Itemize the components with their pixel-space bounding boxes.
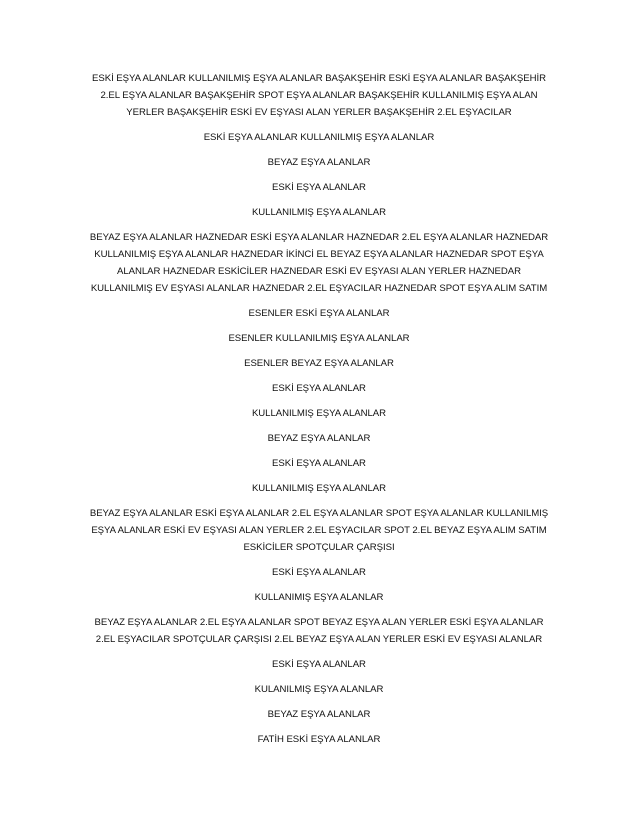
paragraph-21: BEYAZ EŞYA ALANLAR	[267, 709, 371, 720]
paragraph-3: BEYAZ EŞYA ALANLAR	[267, 157, 371, 168]
paragraph-11: KULLANILMIŞ EŞYA ALANLAR	[251, 408, 387, 419]
paragraph-2: ESKİ EŞYA ALANLAR KULLANILMIŞ EŞYA ALANLAR	[203, 132, 435, 143]
paragraph-7: ESENLER ESKİ EŞYA ALANLAR	[248, 308, 390, 319]
paragraph-13: ESKİ EŞYA ALANLAR	[272, 458, 366, 469]
paragraph-16: ESKİ EŞYA ALANLAR	[272, 567, 366, 578]
paragraph-17: KULLANIMIŞ EŞYA ALANLAR	[254, 592, 384, 603]
paragraph-19: ESKİ EŞYA ALANLAR	[272, 659, 366, 670]
paragraph-15: BEYAZ EŞYA ALANLAR ESKİ EŞYA ALANLAR 2.EL EŞYA ALANLAR SPOT EŞYA ALANLAR KULLANILMIŞ EŞYA ALANLAR ESKİ EV EŞYASI ALAN YERLER 2.EL EŞYACILAR SPOT 2.EL BEYAZ EŞYA ALIM SATIM ESKİCİLER SPOTÇULAR ÇARŞISI	[89, 508, 549, 553]
paragraph-4: ESKİ EŞYA ALANLAR	[272, 182, 366, 193]
paragraph-12: BEYAZ EŞYA ALANLAR	[267, 433, 371, 444]
paragraph-9: ESENLER BEYAZ EŞYA ALANLAR	[244, 358, 394, 369]
paragraph-8: ESENLER KULLANILMIŞ EŞYA ALANLAR	[228, 333, 410, 344]
paragraph-22: FATİH ESKİ EŞYA ALANLAR	[257, 734, 381, 745]
paragraph-5: KULLANILMIŞ EŞYA ALANLAR	[251, 207, 387, 218]
paragraph-20: KULANILMIŞ EŞYA ALANLAR	[254, 684, 384, 695]
paragraph-18: BEYAZ EŞYA ALANLAR 2.EL EŞYA ALANLAR SPOT BEYAZ EŞYA ALAN YERLER ESKİ EŞYA ALANLAR 2.EL EŞYACILAR SPOTÇULAR ÇARŞISI 2.EL BEYAZ EŞYA ALAN YERLER ESKİ EV EŞYASI ALANLAR	[94, 617, 544, 645]
paragraph-10: ESKİ EŞYA ALANLAR	[272, 383, 366, 394]
paragraph-14: KULLANILMIŞ EŞYA ALANLAR	[251, 483, 387, 494]
paragraph-1: ESKİ EŞYA ALANLAR KULLANILMIŞ EŞYA ALANLAR BAŞAKŞEHİR ESKİ EŞYA ALANLAR BAŞAKŞEHİR 2.EL EŞYA ALANLAR BAŞAKŞEHİR SPOT EŞYA ALANLAR BAŞAKŞEHİR KULLANILMIŞ EŞYA ALAN YERLER BAŞAKŞEHİR ESKİ EV EŞYASI ALAN YERLER BAŞAKŞEHİR 2.EL EŞYACILAR	[92, 73, 546, 118]
paragraph-6: BEYAZ EŞYA ALANLAR HAZNEDAR ESKİ EŞYA ALANLAR HAZNEDAR 2.EL EŞYA ALANLAR HAZNEDAR KULLANILMIŞ EŞYA ALANLAR HAZNEDAR İKİNCİ EL BEYAZ EŞYA ALANLAR HAZNEDAR SPOT EŞYA ALANLAR HAZNEDAR ESKİCİLER HAZNEDAR ESKİ EV EŞYASI ALAN YERLER HAZNEDAR KULLANILMIŞ EV EŞYASI ALANLAR HAZNEDAR 2.EL EŞYACILAR HAZNEDAR SPOT EŞYA ALIM SATIM	[89, 232, 549, 294]
document-page	[88, 70, 550, 756]
